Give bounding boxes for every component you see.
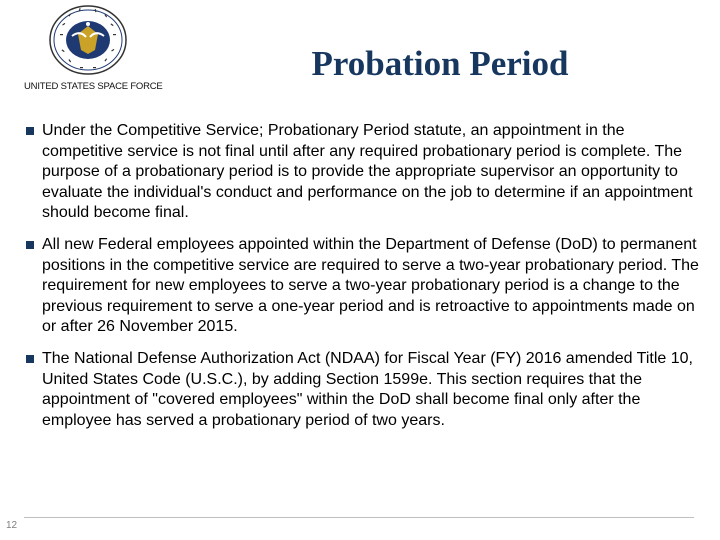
bullet-text: Under the Competitive Service; Probationary Period statute, an appointment in the competitive service is not final until after any required probationary period is complete. The purpose of a probationary period is to provide the appropriate supervisor an opportunity to evaluate the individual's conduct and performance on the job to determine if an appointment should become final. (42, 122, 693, 222)
page-number: 12 (6, 520, 18, 531)
bullet-item (24, 121, 700, 224)
slide-title: Probation Period (311, 44, 569, 83)
bullet-item (24, 235, 700, 338)
square-bullet-icon (26, 241, 34, 249)
bullet-list (24, 121, 700, 442)
footer-divider (24, 517, 694, 518)
department-seal-logo (48, 4, 128, 76)
square-bullet-icon (26, 355, 34, 363)
bullet-text: The National Defense Authorization Act (NDAA) for Fiscal Year (FY) 2016 amended Title 10, United States Code (U.S.C.), by adding Section 1599e. This section requires that the appointment of "covered employees" within the DoD shall become final only after the employee has served a probationary period of two years. (42, 349, 693, 429)
organization-label: UNITED STATES SPACE FORCE (24, 81, 163, 92)
square-bullet-icon (26, 127, 34, 135)
bullet-text: All new Federal employees appointed within the Department of Defense (DoD) to permanent positions in the competitive service are required to serve a two-year probationary period. The requirement for new employees to serve a two-year probationary period is a change to the previous requirement to serve a one-year period and is retroactive to appointments made on or after 26 November 2015. (42, 235, 699, 336)
bullet-item (24, 349, 700, 431)
